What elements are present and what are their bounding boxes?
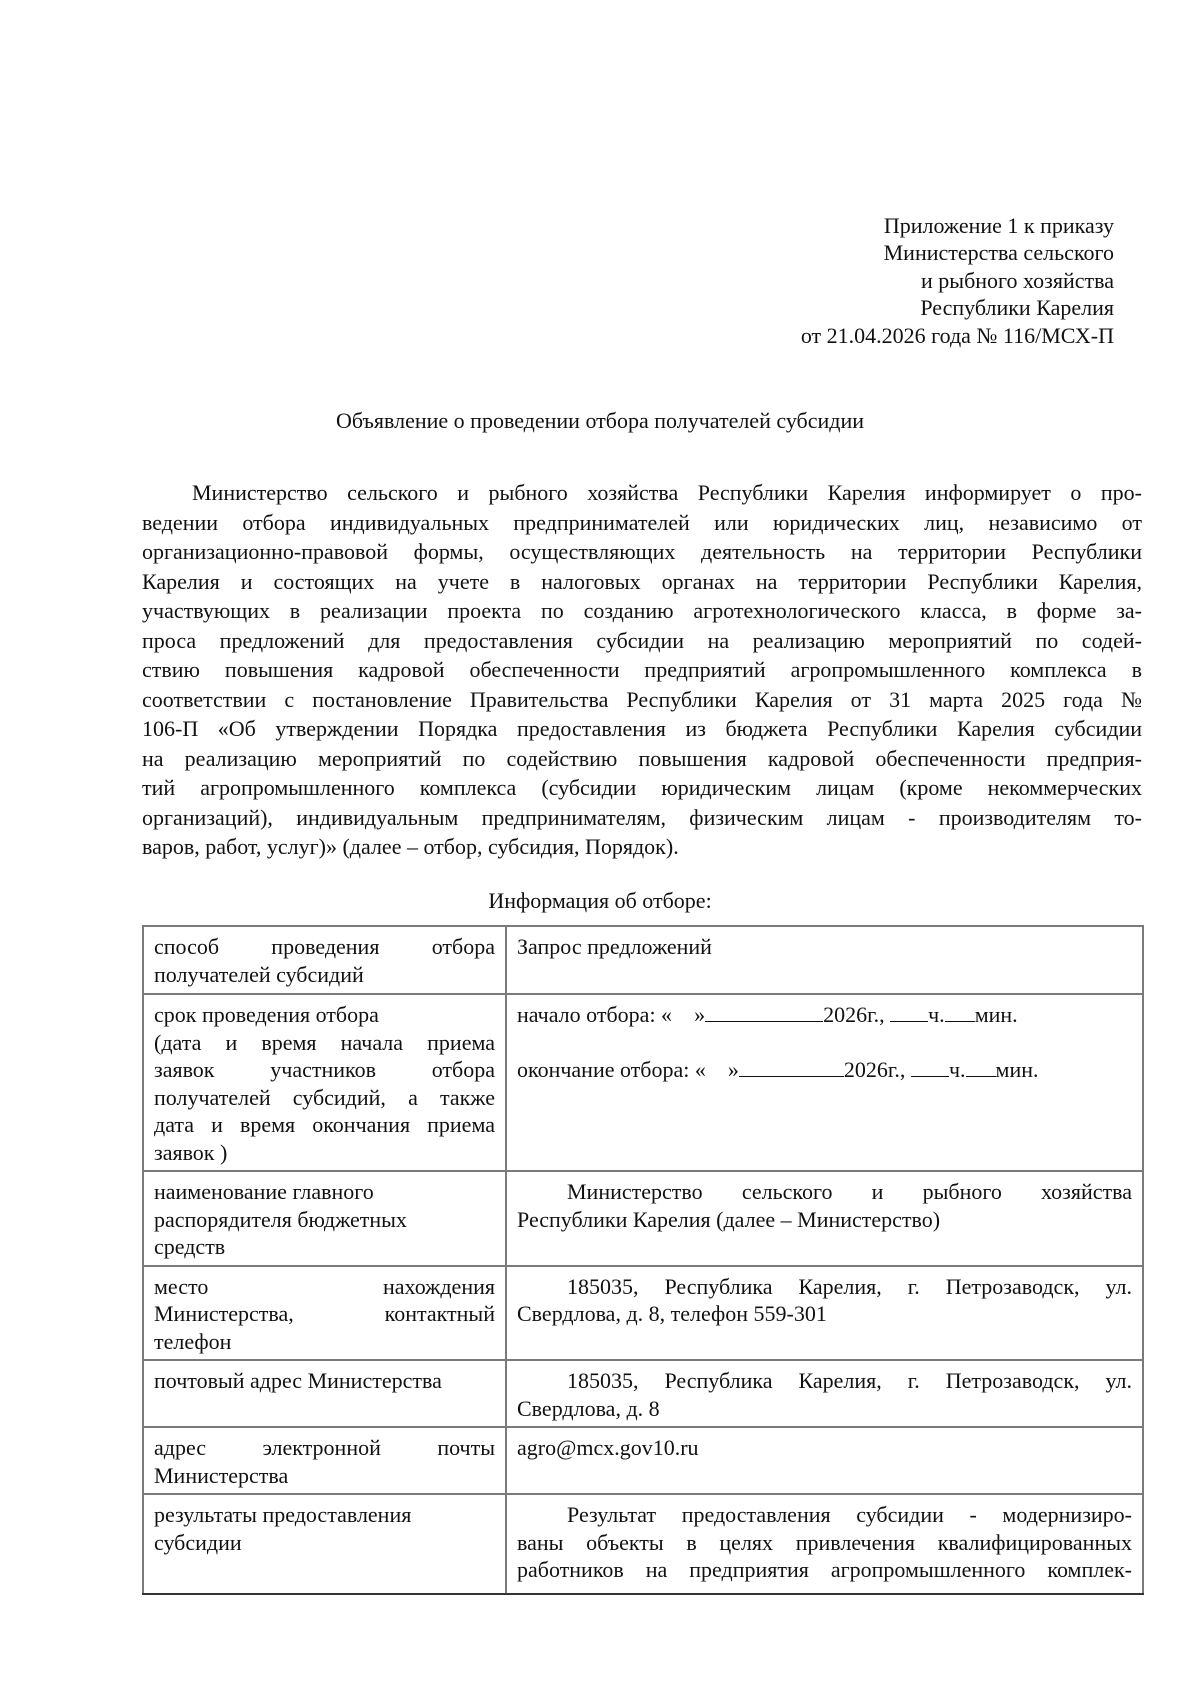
row-value-dates: [506, 994, 1143, 1171]
row-label: адрес электронной почты Министерства: [143, 1427, 506, 1494]
paragraph-line: на реализацию мероприятий по содействию повышения кадровой обеспеченности предприя-: [142, 745, 1142, 771]
header-line: и рыбного хозяйства: [921, 267, 1114, 293]
intro-paragraph: [142, 478, 1142, 862]
paragraph-line: ствию повышения кадровой обеспеченности предприятий агропромышленного комплекса в: [142, 657, 1142, 682]
paragraph-line: организаций), индивидуальным предпринимателям, физическим лицам - производителям то-: [142, 804, 1142, 830]
table-row: [143, 1427, 1143, 1494]
paragraph-line: проса предложений для предоставления субсидии на реализацию мероприятий по содей-: [142, 627, 1142, 653]
info-caption: Информация об отборе:: [488, 888, 712, 913]
table-row: [143, 1360, 1143, 1427]
start-minutes-field[interactable]: [945, 1001, 975, 1022]
header-line: Республики Карелия: [920, 295, 1114, 321]
row-label: способ проведения отбора получателей субсидий: [143, 926, 506, 994]
start-hours-field[interactable]: [890, 1001, 928, 1022]
table-row: [143, 1171, 1143, 1266]
selection-end-line: окончание отбора: « » 2026г., ч. мин.: [517, 1056, 1039, 1082]
row-value: Министерство сельского и рыбного хозяйства Республики Карелия (далее – Министерство): [506, 1171, 1143, 1266]
row-value: 185035, Республика Карелия, г. Петрозаводск, ул. Свердлова, д. 8: [506, 1360, 1143, 1427]
paragraph-line: Карелия и состоящих на учете в налоговых органах на территории Республики Карелия,: [142, 568, 1142, 594]
email-value[interactable]: agro@mcx.gov10.ru: [506, 1427, 1143, 1494]
row-value: Запрос предложений: [506, 926, 1143, 994]
selection-start-line: начало отбора: « » 2026г., ч. мин.: [517, 1002, 1018, 1027]
document-title: Объявление о проведении отбора получателей субсидии: [335, 408, 865, 433]
table-row: [143, 1494, 1143, 1594]
table-row: [143, 1266, 1143, 1361]
start-month-field[interactable]: [705, 1001, 823, 1022]
paragraph-line: Министерство сельского и рыбного хозяйства Республики Карелия информирует о про-: [192, 480, 1142, 505]
row-label: место нахождения Министерства, контактный телефон: [143, 1266, 506, 1361]
selection-info-table: [142, 925, 1144, 1595]
row-label: наименование главного распорядителя бюджетных средств: [143, 1171, 506, 1266]
table-row: [143, 994, 1143, 1171]
paragraph-line: тий агропромышленного комплекса (субсидии юридическим лицам (кроме некоммерческих: [142, 775, 1142, 800]
end-month-field[interactable]: [739, 1056, 844, 1077]
paragraph-line: соответствии с постановление Правительства Республики Карелия от 31 марта 2025 года №: [142, 686, 1142, 712]
end-minutes-field[interactable]: [966, 1056, 996, 1077]
header-line: Министерства сельского: [883, 240, 1114, 266]
row-label: почтовый адрес Министерства: [143, 1360, 506, 1427]
row-value: 185035, Республика Карелия, г. Петрозаводск, ул. Свердлова, д. 8, телефон 559-301: [506, 1266, 1143, 1361]
paragraph-line: варов, работ, услуг)» (далее – отбор, субсидия, Порядок).: [142, 834, 679, 859]
row-value: Результат предоставления субсидии - модернизиро- ваны объекты в целях привлечения квалифицированных работников на предприятия агропромышленного комплек-: [506, 1494, 1143, 1594]
row-label: срок проведения отбора (дата и время начала приема заявок участников отбора получателей субсидий, а также дата и время окончания приема заявок ): [143, 994, 506, 1171]
table-row: [143, 926, 1143, 994]
header-line-order-number: от 21.04.2026 года № 116/МСХ-П: [800, 322, 1114, 348]
appendix-header: [801, 212, 1114, 349]
paragraph-line: организационно-правовой формы, осуществляющих деятельность на территории Республики: [142, 539, 1142, 564]
row-label: результаты предоставления субсидии: [143, 1494, 506, 1594]
paragraph-line: 106-П «Об утверждении Порядка предоставления из бюджета Республики Карелия субсидии: [142, 716, 1142, 741]
end-hours-field[interactable]: [911, 1056, 949, 1077]
paragraph-line: участвующих в реализации проекта по созданию агротехнологического класса, в форме за-: [142, 598, 1142, 623]
paragraph-line: ведении отбора индивидуальных предпринимателей или юридических лиц, независимо от: [142, 509, 1142, 535]
header-line: Приложение 1 к приказу: [883, 213, 1114, 238]
